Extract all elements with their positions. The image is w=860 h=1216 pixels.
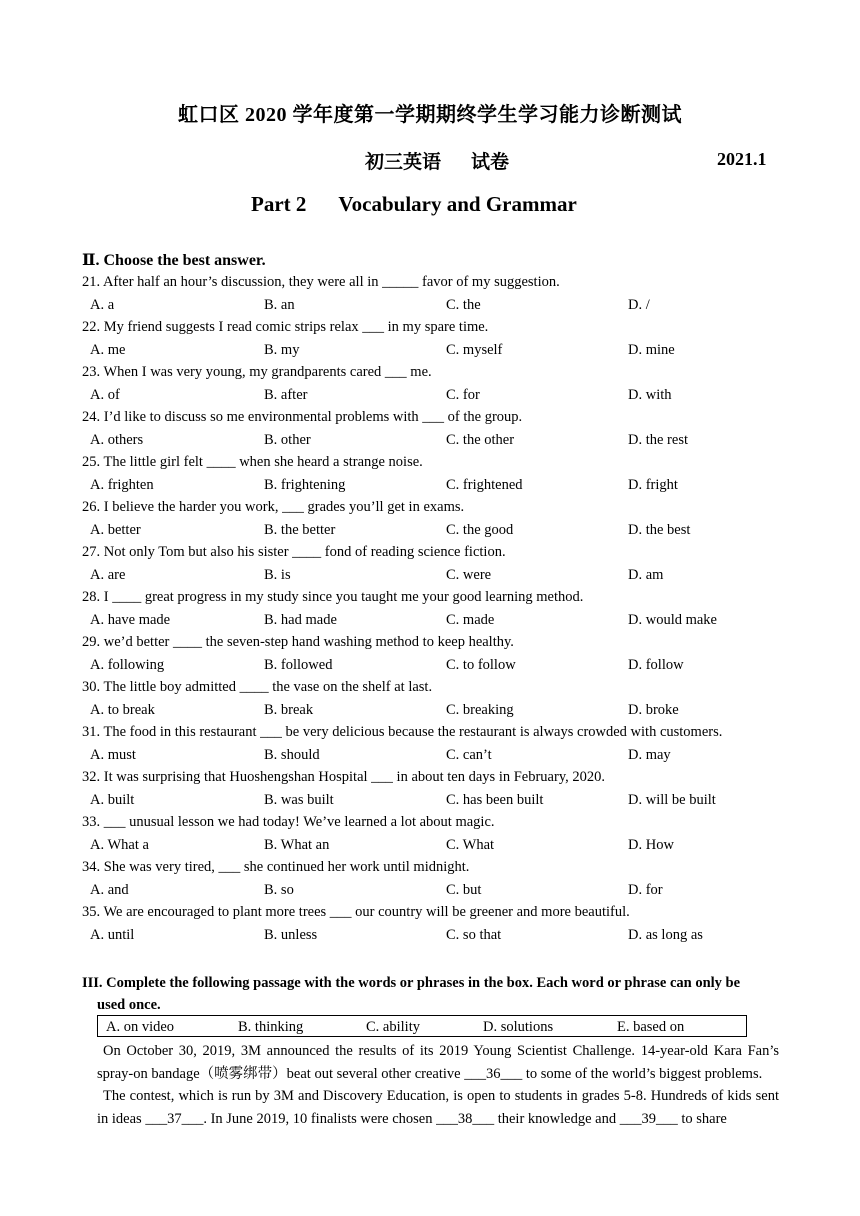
option-b: B. should [264, 746, 320, 763]
option-d: D. with [628, 386, 672, 403]
option-a: A. and [90, 881, 129, 898]
passage-paragraph: The contest, which is run by 3M and Discovery Education, is open to students in grades 5-8. Hundreds of kids sent in ideas ___37___. In June 2019, 10 finalists were chosen ___38___ their knowledge and ___39___ to share [97, 1088, 779, 1127]
question-options [82, 519, 782, 542]
question-stem: 21. After half an hour’s discussion, they were all in _____ favor of my suggestion. [82, 274, 560, 290]
option-d: D. am [628, 566, 664, 583]
option-a: A. me [90, 341, 126, 358]
section-2-heading: Ⅱ. Choose the best answer. [82, 252, 266, 269]
question-stem: 29. we’d better ____ the seven-step hand washing method to keep healthy. [82, 634, 514, 650]
question-options [82, 789, 782, 812]
option-a: A. are [90, 566, 126, 583]
option-a: A. have made [90, 611, 171, 628]
option-c: C. What [446, 836, 495, 853]
question-options [82, 384, 782, 407]
exam-subtitle [365, 147, 509, 174]
question-stem: 35. We are encouraged to plant more trees ___ our country will be greener and more beautiful. [82, 904, 630, 920]
option-a: A. What a [90, 836, 149, 853]
option-c: C. the [446, 296, 481, 313]
option-c: C. myself [446, 341, 503, 358]
option-d: D. will be built [628, 791, 716, 808]
question-stem: 23. When I was very young, my grandparents cared ___ me. [82, 364, 432, 380]
exam-date: 2021.1 [717, 149, 767, 169]
paper-label: 试卷 [471, 152, 510, 173]
part-label: Part 2 [251, 192, 307, 216]
word-box [97, 1015, 747, 1037]
option-b: B. so [264, 881, 294, 898]
question-stem: 27. Not only Tom but also his sister ____ fond of reading science fiction. [82, 544, 506, 560]
question-options [82, 294, 782, 317]
option-d: D. for [628, 881, 663, 898]
question-options [82, 654, 782, 677]
question-stem: 31. The food in this restaurant ___ be very delicious because the restaurant is always crowded with customers. [82, 724, 723, 740]
question-options [82, 924, 782, 947]
section-3-heading [82, 972, 782, 1016]
question-options [82, 609, 782, 632]
option-d: D. may [628, 746, 671, 763]
question-list [82, 271, 782, 946]
word-box-item: E. based on [617, 1019, 685, 1035]
option-c: C. frightened [446, 476, 523, 493]
option-d: D. / [628, 296, 650, 313]
option-b: B. was built [264, 791, 334, 808]
option-c: C. made [446, 611, 495, 628]
option-a: A. built [90, 791, 135, 808]
part-heading [251, 192, 577, 217]
question-stem: 25. The little girl felt ____ when she heard a strange noise. [82, 454, 423, 470]
option-b: B. unless [264, 926, 318, 943]
option-d: D. broke [628, 701, 679, 718]
question-stem: 34. She was very tired, ___ she continued her work until midnight. [82, 859, 470, 875]
option-d: D. would make [628, 611, 717, 628]
part-name: Vocabulary and Grammar [338, 192, 577, 216]
option-b: B. What an [264, 836, 330, 853]
option-a: A. a [90, 296, 115, 313]
word-box-item: A. on video [106, 1019, 175, 1035]
option-c: C. to follow [446, 656, 516, 673]
question-stem: 28. I ____ great progress in my study since you taught me your good learning method. [82, 589, 584, 605]
option-b: B. frightening [264, 476, 346, 493]
option-d: D. the rest [628, 431, 688, 448]
option-c: C. so that [446, 926, 502, 943]
option-b: B. after [264, 386, 308, 403]
option-b: B. the better [264, 521, 336, 538]
option-b: B. had made [264, 611, 337, 628]
question-stem: 32. It was surprising that Huoshengshan Hospital ___ in about ten days in February, 2020. [82, 769, 606, 785]
option-c: C. can’t [446, 746, 492, 763]
option-b: B. other [264, 431, 311, 448]
question-options [82, 339, 782, 362]
word-box-item: C. ability [366, 1019, 420, 1035]
option-a: A. must [90, 746, 136, 763]
option-b: B. an [264, 296, 295, 313]
option-c: C. breaking [446, 701, 514, 718]
question-stem: 24. I’d like to discuss so me environmental problems with ___ of the group. [82, 409, 523, 425]
option-a: A. better [90, 521, 141, 538]
option-c: C. for [446, 386, 480, 403]
option-d: D. fright [628, 476, 678, 493]
question-options [82, 474, 782, 497]
section-3-heading-line2: used once. [97, 997, 161, 1013]
question-options [82, 879, 782, 902]
question-stem: 30. The little boy admitted ____ the vase on the shelf at last. [82, 679, 433, 695]
option-b: B. my [264, 341, 300, 358]
option-d: D. follow [628, 656, 684, 673]
option-d: D. the best [628, 521, 691, 538]
word-box-item: B. thinking [238, 1019, 304, 1035]
option-c: C. but [446, 881, 482, 898]
passage-paragraph: On October 30, 2019, 3M announced the results of its 2019 Young Scientist Challenge. 14-year-old Kara Fan’s spray-on bandage（喷雾绑带）beat out several other creative ___36___ to some of the world’s biggest problems. [97, 1043, 779, 1082]
reading-passage [97, 1040, 779, 1130]
option-c: C. the other [446, 431, 515, 448]
word-box-item: D. solutions [483, 1019, 554, 1035]
option-d: D. as long as [628, 926, 703, 943]
option-c: C. has been built [446, 791, 544, 808]
option-a: A. until [90, 926, 135, 943]
option-a: A. following [90, 656, 165, 673]
option-c: C. were [446, 566, 492, 583]
subject-label: 初三英语 [365, 152, 442, 173]
question-options [82, 699, 782, 722]
question-stem: 26. I believe the harder you work, ___ grades you’ll get in exams. [82, 499, 465, 515]
option-b: B. is [264, 566, 291, 583]
option-a: A. to break [90, 701, 155, 718]
option-b: B. break [264, 701, 314, 718]
question-options [82, 834, 782, 857]
option-a: A. of [90, 386, 120, 403]
question-options [82, 744, 782, 767]
option-d: D. mine [628, 341, 675, 358]
option-c: C. the good [446, 521, 514, 538]
option-b: B. followed [264, 656, 333, 673]
exam-title: 虹口区 2020 学年度第一学期期终学生学习能力诊断测试 [178, 104, 682, 126]
question-options [82, 564, 782, 587]
question-stem: 22. My friend suggests I read comic strips relax ___ in my spare time. [82, 319, 489, 335]
section-3-heading-line1: III. Complete the following passage with the words or phrases in the box. Each word or phrase can only be [82, 975, 741, 991]
question-stem: 33. ___ unusual lesson we had today! We’ve learned a lot about magic. [82, 814, 495, 830]
option-a: A. others [90, 431, 144, 448]
option-a: A. frighten [90, 476, 154, 493]
question-options [82, 429, 782, 452]
option-d: D. How [628, 836, 674, 853]
